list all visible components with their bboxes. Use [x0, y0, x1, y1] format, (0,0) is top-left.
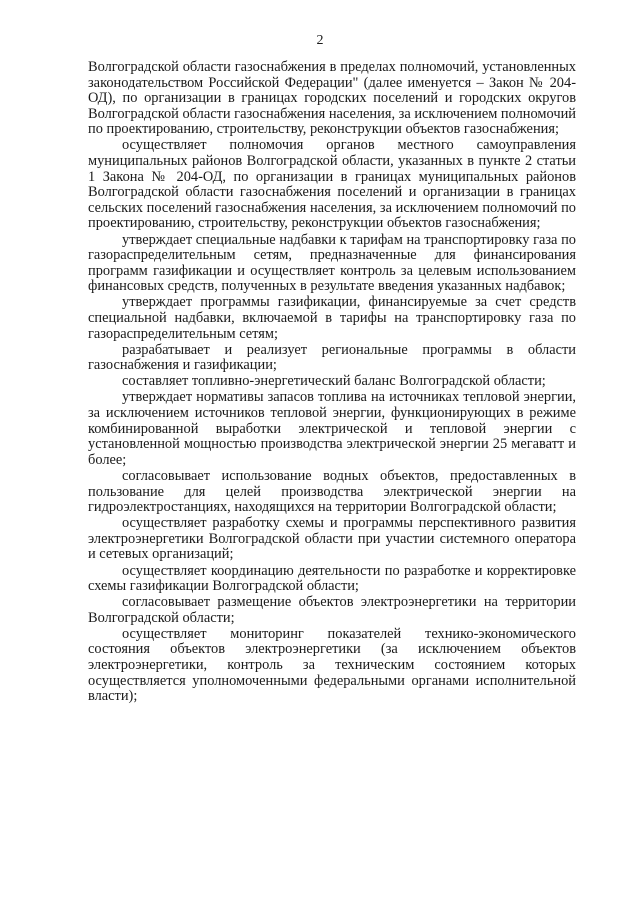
paragraph: осуществляет координацию деятельности по разработке и корректировке схемы газификации Волгоградской области;: [88, 562, 576, 595]
document-body: [88, 60, 576, 705]
paragraph: согласовывает использование водных объектов, предоставленных в пользование для целей производства электрической энергии на гидроэлектростанциях, находящихся на территории Волгоградской области;: [88, 467, 576, 516]
paragraph: согласовывает размещение объектов электроэнергетики на территории Волгоградской области;: [88, 594, 576, 626]
page-number: 2: [316, 33, 324, 48]
paragraph: осуществляет мониторинг показателей технико-экономического состояния объектов электроэнергетики (за исключением объектов электроэнергетики, контроль за техническим состоянием которых осуществляется уполномоченными федеральными органами исполнительной власти);: [88, 625, 576, 705]
paragraph: утверждает специальные надбавки к тарифам на транспортировку газа по газораспределительным сетям, предназначенные для финансирования программ газификации и осуществляет контроль за целевым использованием финансовых средств, полученных в результате введения указанных надбавок;: [88, 231, 576, 295]
paragraph: осуществляет полномочия органов местного самоуправления муниципальных районов Волгоградской области, указанных в пункте 2 статьи 1 Закона № 204-ОД, по организации в границах муниципальных районов Волгоградской области газоснабжения поселений и организации в границах сельских поселений газоснабжения населения, за исключением полномочий по проектированию, строительству, реконструкции объектов газоснабжения;: [88, 137, 576, 232]
paragraph: осуществляет разработку схемы и программы перспективного развития электроэнергетики Волгоградской области при участии системного оператора и сетевых организаций;: [88, 515, 576, 563]
paragraph: разрабатывает и реализует региональные программы в области газоснабжения и газификации;: [88, 341, 576, 374]
paragraph: утверждает программы газификации, финансируемые за счет средств специальной надбавки, включаемой в тарифы на транспортировку газа по газораспределительным сетям;: [88, 294, 576, 342]
paragraph: составляет топливно-энергетический баланс Волгоградской области;: [122, 373, 546, 390]
paragraph: Волгоградской области газоснабжения в пределах полномочий, установленных законодательством Российской Федерации" (далее именуется – Закон № 204-ОД), по организации в границах городских поселений и городских округов Волгоградской области газоснабжения населения, за исключением полномочий по проектированию, строительству, реконструкции объектов газоснабжения;: [88, 59, 576, 138]
paragraph: утверждает нормативы запасов топлива на источниках тепловой энергии, за исключением источников тепловой энергии, функционирующих в режиме комбинированной выработки электрической и тепловой энергии с установленной мощностью производства электрической энергии 25 мегаватт и более;: [88, 389, 576, 468]
